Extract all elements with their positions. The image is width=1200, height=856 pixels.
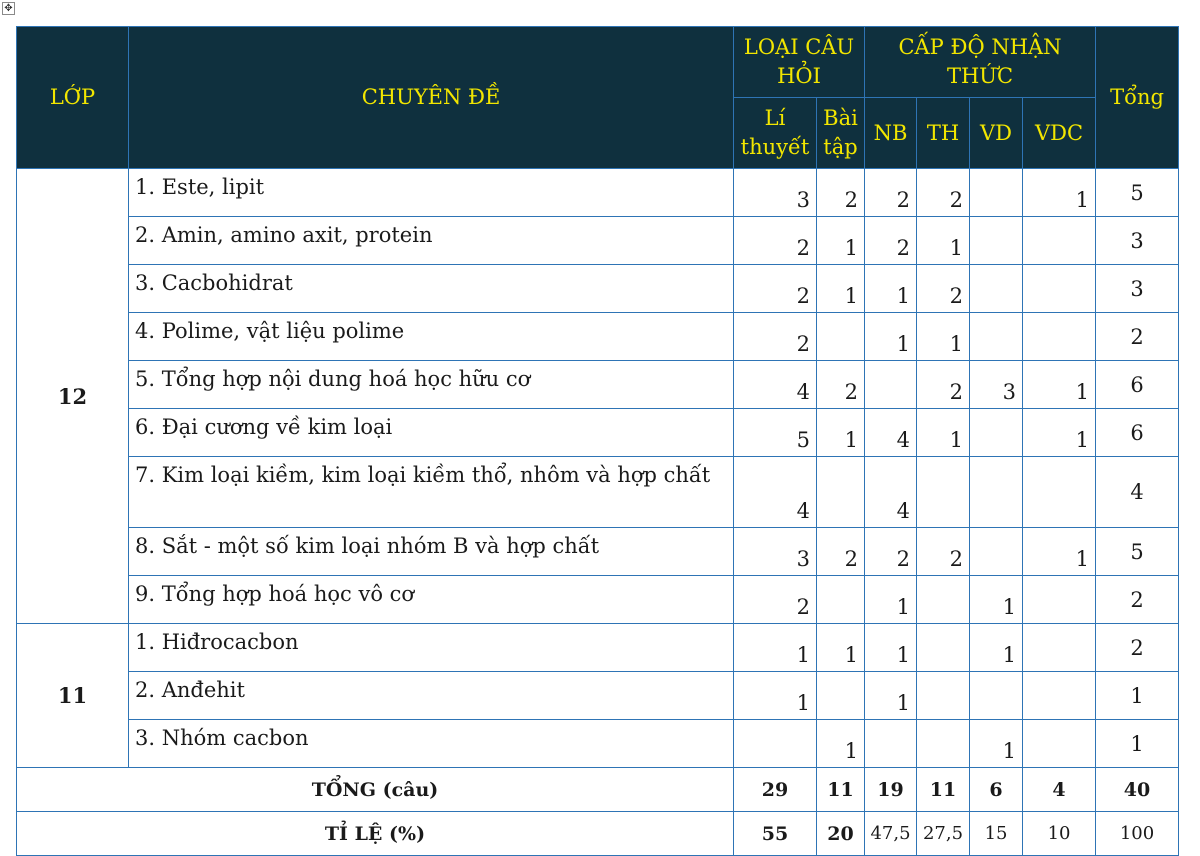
count-cell-vd: 1 bbox=[970, 624, 1023, 672]
count-cell-lt: 2 bbox=[734, 265, 817, 313]
count-cell-vd: 1 bbox=[970, 576, 1023, 624]
count-cell-lt: 2 bbox=[734, 576, 817, 624]
count-cell-vd bbox=[970, 528, 1023, 576]
grade-cell: 12 bbox=[17, 169, 129, 624]
topic-cell: 1. Este, lipit bbox=[129, 169, 734, 217]
table-row bbox=[17, 409, 1179, 457]
count-cell-th: 2 bbox=[917, 265, 970, 313]
ratio-th: 27,5 bbox=[917, 812, 970, 856]
count-cell-nb: 2 bbox=[865, 169, 917, 217]
header-question-type: LOẠI CÂU HỎI bbox=[734, 27, 865, 98]
count-cell-bt: 1 bbox=[817, 409, 865, 457]
table-row bbox=[17, 528, 1179, 576]
table-row bbox=[17, 576, 1179, 624]
ratio-nb: 47,5 bbox=[865, 812, 917, 856]
count-cell-th bbox=[917, 576, 970, 624]
total-cell: 1 bbox=[1096, 720, 1179, 768]
count-cell-nb: 1 bbox=[865, 672, 917, 720]
count-cell-th bbox=[917, 720, 970, 768]
topic-cell: 2. Amin, amino axit, protein bbox=[129, 217, 734, 265]
sum-vdc: 4 bbox=[1023, 768, 1096, 812]
total-cell: 3 bbox=[1096, 265, 1179, 313]
table-row bbox=[17, 361, 1179, 409]
count-cell-lt: 5 bbox=[734, 409, 817, 457]
header-topic: CHUYÊN ĐỀ bbox=[129, 27, 734, 169]
total-cell: 1 bbox=[1096, 672, 1179, 720]
count-cell-bt: 1 bbox=[817, 217, 865, 265]
header-nb: NB bbox=[865, 98, 917, 169]
header-cognitive-level: CẤP ĐỘ NHẬN THỨC bbox=[865, 27, 1096, 98]
total-cell: 6 bbox=[1096, 361, 1179, 409]
count-cell-nb: 2 bbox=[865, 217, 917, 265]
topic-cell: 3. Nhóm cacbon bbox=[129, 720, 734, 768]
total-cell: 2 bbox=[1096, 313, 1179, 361]
count-cell-nb: 4 bbox=[865, 409, 917, 457]
count-cell-nb bbox=[865, 720, 917, 768]
count-cell-lt: 2 bbox=[734, 313, 817, 361]
total-cell: 6 bbox=[1096, 409, 1179, 457]
count-cell-bt: 2 bbox=[817, 528, 865, 576]
table-move-handle-icon[interactable]: ✥ bbox=[2, 2, 15, 15]
count-cell-th: 2 bbox=[917, 528, 970, 576]
ratio-label: TỈ LỆ (%) bbox=[17, 812, 734, 856]
count-cell-vd bbox=[970, 409, 1023, 457]
ratio-bt: 20 bbox=[817, 812, 865, 856]
total-cell: 4 bbox=[1096, 457, 1179, 528]
sum-label: TỔNG (câu) bbox=[17, 768, 734, 812]
total-cell: 3 bbox=[1096, 217, 1179, 265]
header-total: Tổng bbox=[1096, 27, 1179, 169]
topic-cell: 6. Đại cương về kim loại bbox=[129, 409, 734, 457]
count-cell-vdc bbox=[1023, 624, 1096, 672]
topic-cell: 2. Anđehit bbox=[129, 672, 734, 720]
header-theory: Lí thuyết bbox=[734, 98, 817, 169]
count-cell-vdc bbox=[1023, 217, 1096, 265]
topic-cell: 1. Hiđrocacbon bbox=[129, 624, 734, 672]
count-cell-vdc bbox=[1023, 313, 1096, 361]
header-vdc: VDC bbox=[1023, 98, 1096, 169]
count-cell-bt: 1 bbox=[817, 265, 865, 313]
count-cell-vdc bbox=[1023, 672, 1096, 720]
count-cell-bt bbox=[817, 313, 865, 361]
count-cell-vdc: 1 bbox=[1023, 361, 1096, 409]
count-cell-vdc bbox=[1023, 457, 1096, 528]
count-cell-nb: 1 bbox=[865, 265, 917, 313]
count-cell-bt: 2 bbox=[817, 361, 865, 409]
header-th: TH bbox=[917, 98, 970, 169]
count-cell-th: 1 bbox=[917, 409, 970, 457]
count-cell-vd: 3 bbox=[970, 361, 1023, 409]
count-cell-vd bbox=[970, 217, 1023, 265]
count-cell-vd: 1 bbox=[970, 720, 1023, 768]
count-cell-th bbox=[917, 672, 970, 720]
ratio-vdc: 10 bbox=[1023, 812, 1096, 856]
count-cell-th: 1 bbox=[917, 313, 970, 361]
table-header bbox=[17, 27, 1179, 169]
count-cell-vdc bbox=[1023, 576, 1096, 624]
count-cell-th: 2 bbox=[917, 169, 970, 217]
count-cell-lt: 4 bbox=[734, 361, 817, 409]
table-row bbox=[17, 265, 1179, 313]
count-cell-vd bbox=[970, 169, 1023, 217]
count-cell-vdc: 1 bbox=[1023, 409, 1096, 457]
topic-cell: 5. Tổng hợp nội dung hoá học hữu cơ bbox=[129, 361, 734, 409]
count-cell-lt: 4 bbox=[734, 457, 817, 528]
count-cell-lt: 3 bbox=[734, 528, 817, 576]
exam-matrix-table bbox=[16, 26, 1179, 856]
count-cell-lt: 3 bbox=[734, 169, 817, 217]
count-cell-nb: 4 bbox=[865, 457, 917, 528]
table-row bbox=[17, 313, 1179, 361]
sum-lt: 29 bbox=[734, 768, 817, 812]
header-exercise: Bài tập bbox=[817, 98, 865, 169]
topic-cell: 4. Polime, vật liệu polime bbox=[129, 313, 734, 361]
sum-row bbox=[17, 768, 1179, 812]
count-cell-nb: 1 bbox=[865, 313, 917, 361]
sum-nb: 19 bbox=[865, 768, 917, 812]
count-cell-lt: 1 bbox=[734, 624, 817, 672]
total-cell: 5 bbox=[1096, 528, 1179, 576]
total-cell: 2 bbox=[1096, 624, 1179, 672]
ratio-lt: 55 bbox=[734, 812, 817, 856]
table-row bbox=[17, 169, 1179, 217]
ratio-total: 100 bbox=[1096, 812, 1179, 856]
count-cell-vdc: 1 bbox=[1023, 528, 1096, 576]
header-grade: LỚP bbox=[17, 27, 129, 169]
count-cell-lt bbox=[734, 720, 817, 768]
count-cell-vd bbox=[970, 457, 1023, 528]
count-cell-bt bbox=[817, 672, 865, 720]
count-cell-vd bbox=[970, 672, 1023, 720]
count-cell-bt bbox=[817, 576, 865, 624]
total-cell: 5 bbox=[1096, 169, 1179, 217]
table-row bbox=[17, 457, 1179, 528]
count-cell-bt: 1 bbox=[817, 720, 865, 768]
count-cell-vdc: 1 bbox=[1023, 169, 1096, 217]
topic-cell: 7. Kim loại kiềm, kim loại kiềm thổ, nhôm và hợp chất bbox=[129, 457, 734, 528]
table-row bbox=[17, 720, 1179, 768]
topic-cell: 9. Tổng hợp hoá học vô cơ bbox=[129, 576, 734, 624]
ratio-row bbox=[17, 812, 1179, 856]
header-vd: VD bbox=[970, 98, 1023, 169]
sum-vd: 6 bbox=[970, 768, 1023, 812]
count-cell-vdc bbox=[1023, 265, 1096, 313]
count-cell-th bbox=[917, 624, 970, 672]
table-row bbox=[17, 672, 1179, 720]
count-cell-vd bbox=[970, 313, 1023, 361]
count-cell-vdc bbox=[1023, 720, 1096, 768]
count-cell-nb: 2 bbox=[865, 528, 917, 576]
sum-th: 11 bbox=[917, 768, 970, 812]
topic-cell: 3. Cacbohidrat bbox=[129, 265, 734, 313]
ratio-vd: 15 bbox=[970, 812, 1023, 856]
count-cell-nb: 1 bbox=[865, 576, 917, 624]
table-row bbox=[17, 217, 1179, 265]
count-cell-vd bbox=[970, 265, 1023, 313]
count-cell-nb bbox=[865, 361, 917, 409]
table-footer bbox=[17, 768, 1179, 856]
count-cell-bt bbox=[817, 457, 865, 528]
sum-total: 40 bbox=[1096, 768, 1179, 812]
count-cell-bt: 1 bbox=[817, 624, 865, 672]
table-body bbox=[17, 169, 1179, 768]
sum-bt: 11 bbox=[817, 768, 865, 812]
table-row bbox=[17, 624, 1179, 672]
count-cell-nb: 1 bbox=[865, 624, 917, 672]
count-cell-th: 1 bbox=[917, 217, 970, 265]
grade-cell: 11 bbox=[17, 624, 129, 768]
count-cell-lt: 1 bbox=[734, 672, 817, 720]
topic-cell: 8. Sắt - một số kim loại nhóm B và hợp chất bbox=[129, 528, 734, 576]
count-cell-bt: 2 bbox=[817, 169, 865, 217]
count-cell-lt: 2 bbox=[734, 217, 817, 265]
count-cell-th: 2 bbox=[917, 361, 970, 409]
count-cell-th bbox=[917, 457, 970, 528]
total-cell: 2 bbox=[1096, 576, 1179, 624]
